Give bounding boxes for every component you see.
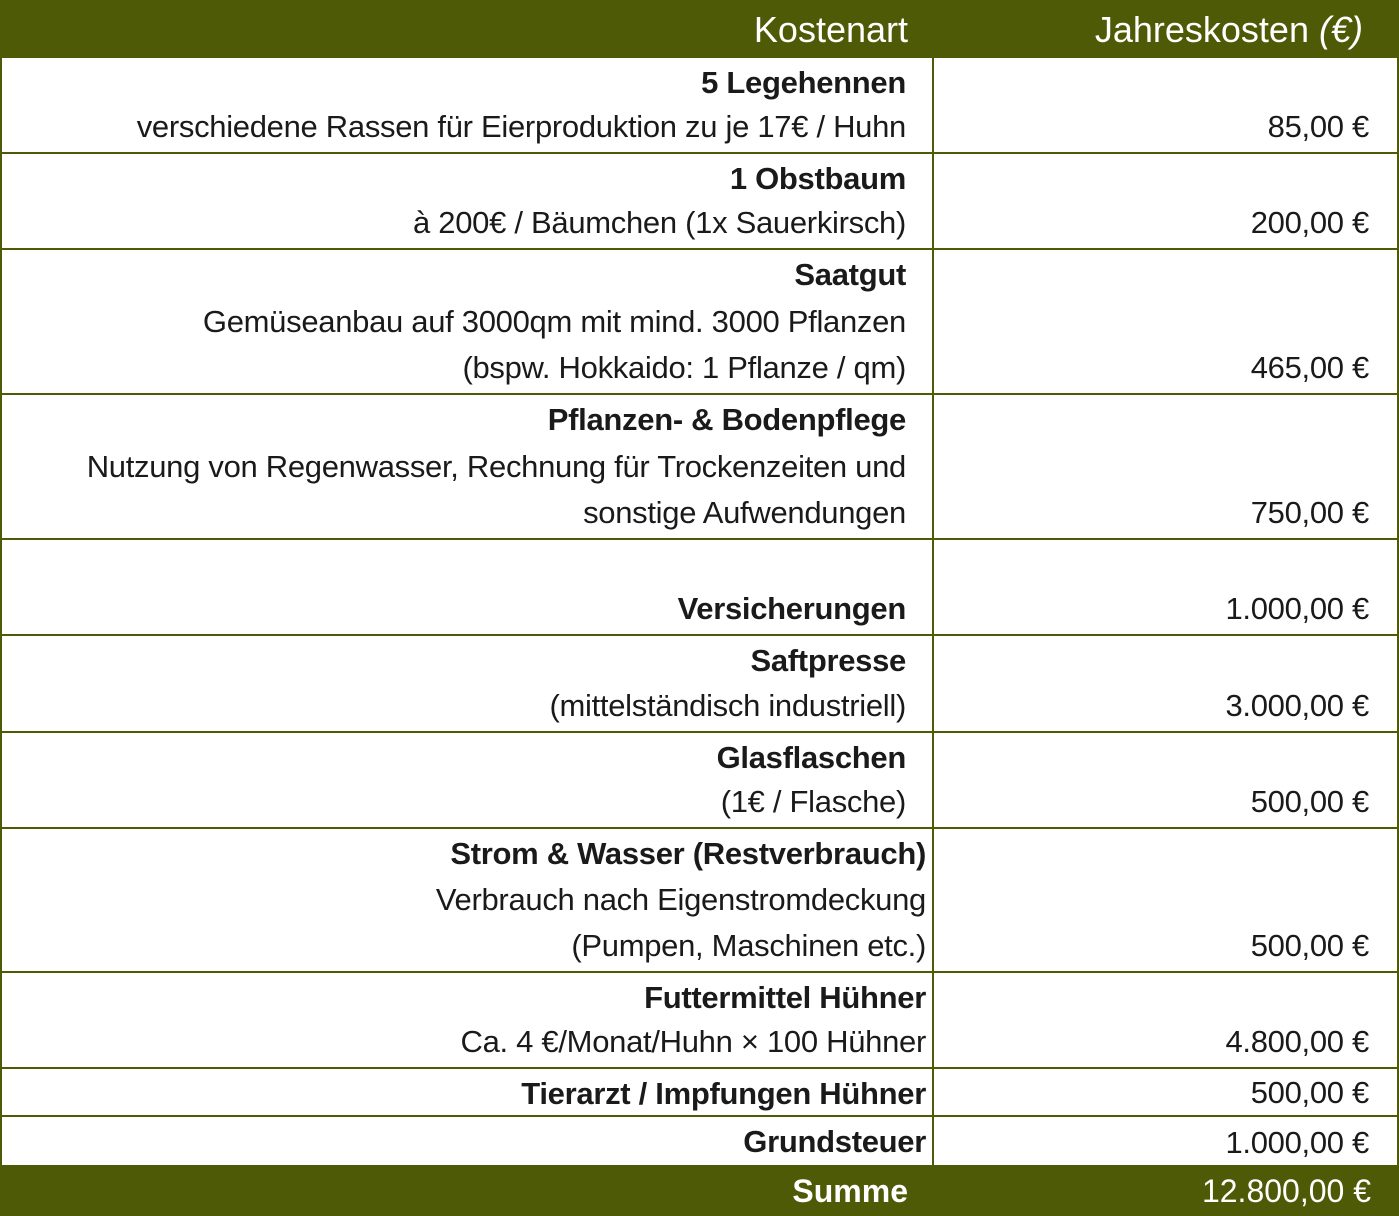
item-description: verschiedene Rassen für Eierproduktion zu je 17€ / Huhn bbox=[136, 109, 906, 144]
item-title: 5 Legehennen bbox=[701, 65, 906, 100]
item-title: Tierarzt / Impfungen Hühner bbox=[521, 1076, 926, 1111]
item-title: Glasflaschen bbox=[716, 740, 906, 775]
table-header bbox=[0, 0, 1399, 58]
table-row bbox=[0, 58, 1399, 154]
header-jahreskosten-text: Jahreskosten bbox=[1094, 9, 1309, 50]
item-spacer bbox=[898, 545, 906, 585]
table-row bbox=[0, 973, 1399, 1069]
item-amount: 1.000,00 € bbox=[1225, 591, 1369, 626]
item-description: sonstige Aufwendungen bbox=[583, 495, 906, 530]
item-description: Verbrauch nach Eigenstromdeckung bbox=[435, 882, 926, 917]
summary-amount-cell bbox=[934, 1165, 1399, 1216]
kostenart-cell bbox=[0, 250, 934, 393]
item-title: Versicherungen bbox=[677, 591, 906, 626]
header-kostenart: Kostenart bbox=[753, 9, 908, 50]
summary-label: Summe bbox=[792, 1173, 908, 1209]
item-title: Saatgut bbox=[794, 257, 906, 292]
item-amount: 750,00 € bbox=[1250, 495, 1369, 530]
kostenart-cell bbox=[0, 540, 934, 634]
item-title: Strom & Wasser (Restverbrauch) bbox=[450, 836, 926, 871]
table-row bbox=[0, 154, 1399, 250]
amount-cell bbox=[934, 973, 1399, 1067]
item-description: à 200€ / Bäumchen (1x Sauerkirsch) bbox=[413, 205, 906, 240]
table-row bbox=[0, 395, 1399, 540]
kostenart-cell bbox=[0, 1117, 934, 1165]
item-amount: 85,00 € bbox=[1267, 109, 1369, 144]
header-jahreskosten bbox=[1095, 8, 1363, 52]
item-title: Pflanzen- & Bodenpflege bbox=[547, 402, 906, 437]
item-title: Grundsteuer bbox=[743, 1124, 926, 1159]
amount-cell bbox=[934, 395, 1399, 538]
amount-cell bbox=[934, 1117, 1399, 1165]
header-cell-jahreskosten bbox=[934, 0, 1399, 58]
amount-cell bbox=[934, 636, 1399, 731]
item-description: (Pumpen, Maschinen etc.) bbox=[571, 928, 926, 963]
amount-cell bbox=[934, 540, 1399, 634]
summary-label-cell bbox=[0, 1165, 934, 1216]
amount-cell bbox=[934, 733, 1399, 827]
table-row bbox=[0, 1117, 1399, 1165]
kostenart-cell bbox=[0, 829, 934, 971]
item-title: Futtermittel Hühner bbox=[644, 980, 926, 1015]
header-cell-kostenart bbox=[0, 0, 934, 58]
table-row bbox=[0, 636, 1399, 733]
item-amount: 500,00 € bbox=[1250, 1075, 1369, 1110]
item-title: 1 Obstbaum bbox=[729, 161, 906, 196]
table-row bbox=[0, 1069, 1399, 1117]
item-amount: 3.000,00 € bbox=[1225, 688, 1369, 723]
amount-cell bbox=[934, 154, 1399, 248]
kostenart-cell bbox=[0, 733, 934, 827]
item-amount: 500,00 € bbox=[1250, 928, 1369, 963]
item-description: (bspw. Hokkaido: 1 Pflanze / qm) bbox=[462, 350, 906, 385]
summary-amount: 12.800,00 € bbox=[1201, 1173, 1371, 1209]
item-description: (mittelständisch industriell) bbox=[549, 688, 906, 723]
amount-cell bbox=[934, 250, 1399, 393]
table-row bbox=[0, 829, 1399, 973]
kostenart-cell bbox=[0, 1069, 934, 1115]
amount-cell bbox=[934, 1069, 1399, 1115]
kostenart-cell bbox=[0, 636, 934, 731]
header-currency: (€) bbox=[1319, 9, 1363, 50]
item-amount: 200,00 € bbox=[1250, 205, 1369, 240]
kostenart-cell bbox=[0, 973, 934, 1067]
amount-cell bbox=[934, 58, 1399, 152]
amount-cell bbox=[934, 829, 1399, 971]
item-description: (1€ / Flasche) bbox=[720, 784, 906, 819]
kostenart-cell bbox=[0, 58, 934, 152]
item-amount: 465,00 € bbox=[1250, 350, 1369, 385]
item-description: Gemüseanbau auf 3000qm mit mind. 3000 Pflanzen bbox=[202, 303, 906, 339]
item-amount: 500,00 € bbox=[1250, 784, 1369, 819]
item-amount: 1.000,00 € bbox=[1225, 1125, 1369, 1160]
item-description: Ca. 4 €/Monat/Huhn × 100 Hühner bbox=[460, 1024, 926, 1059]
summary-row bbox=[0, 1165, 1399, 1216]
item-description: Nutzung von Regenwasser, Rechnung für Trockenzeiten und bbox=[86, 448, 906, 484]
kostenart-cell bbox=[0, 395, 934, 538]
kostenart-cell bbox=[0, 154, 934, 248]
item-title: Saftpresse bbox=[750, 643, 906, 678]
table-row bbox=[0, 540, 1399, 636]
item-amount: 4.800,00 € bbox=[1225, 1024, 1369, 1059]
table-row bbox=[0, 250, 1399, 395]
table-row bbox=[0, 733, 1399, 829]
